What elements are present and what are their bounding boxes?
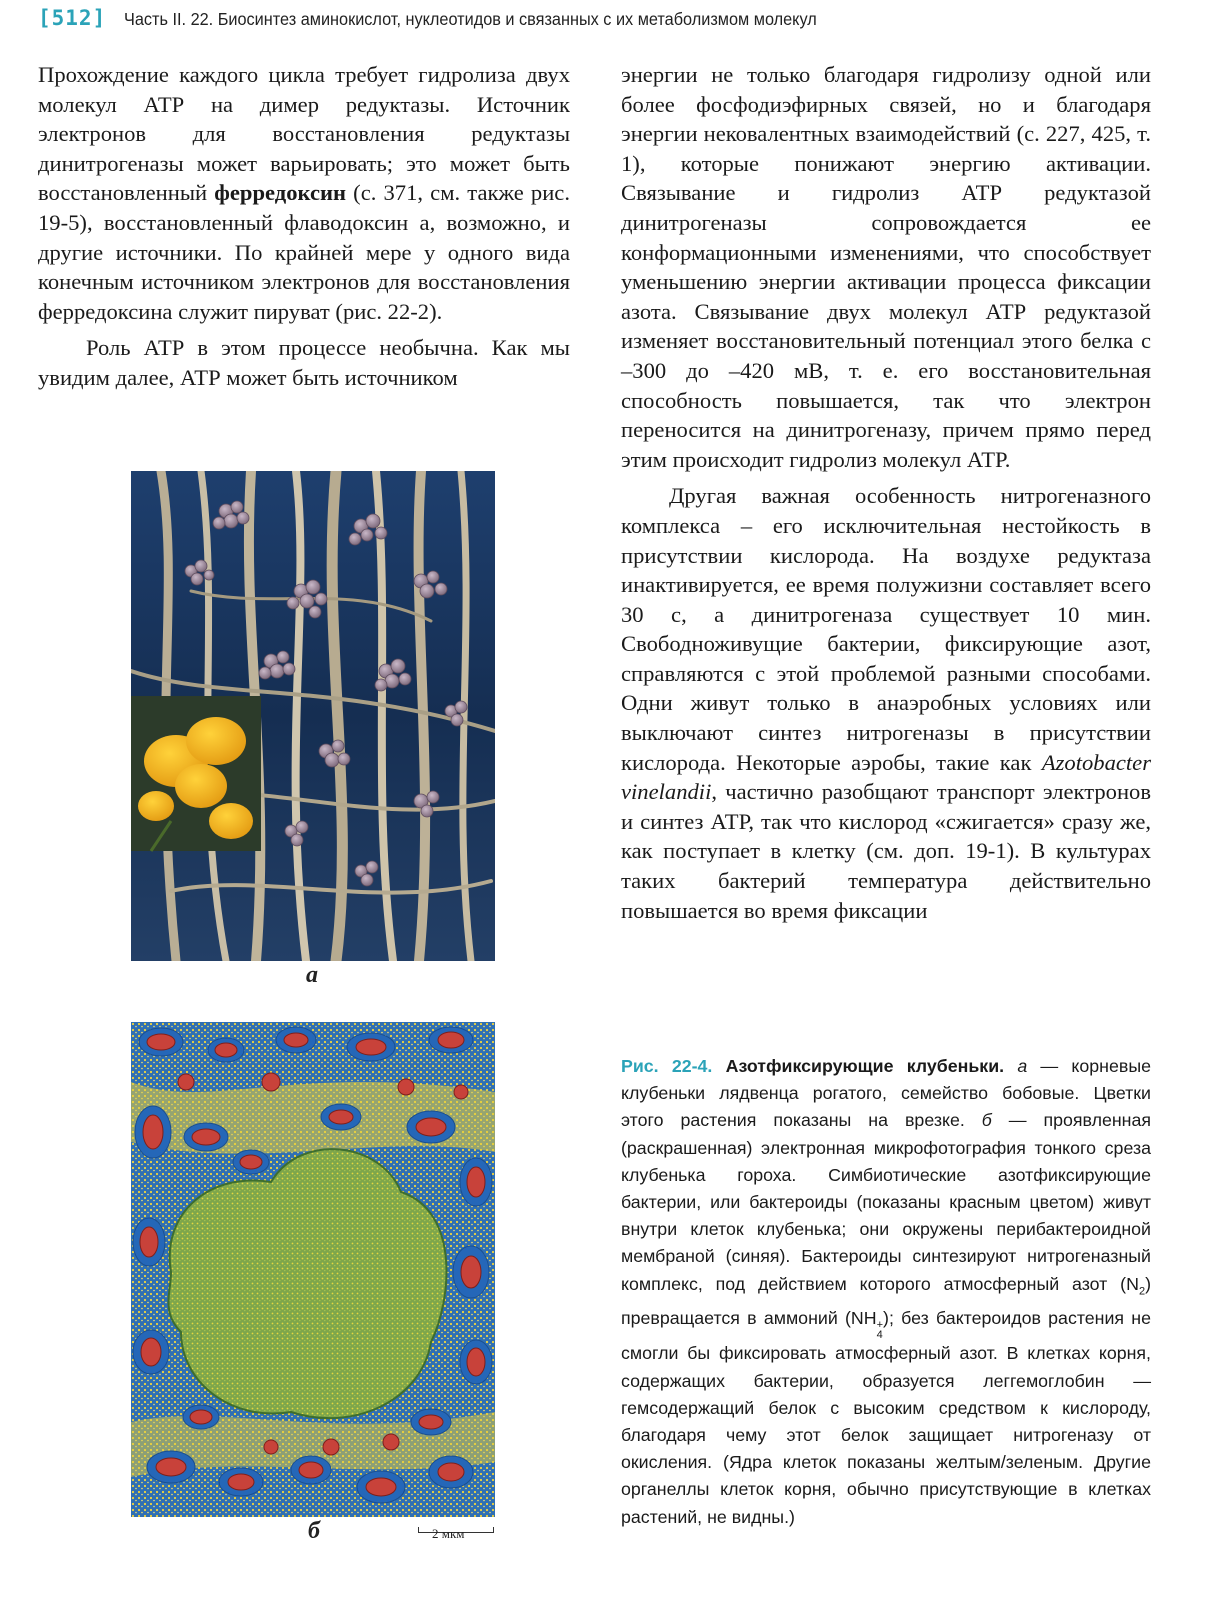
scale-bar [418, 1521, 494, 1543]
root-nodules-illustration [131, 471, 495, 961]
flower-inset [131, 696, 261, 851]
term-ferredoxin: ферредоксин [214, 180, 347, 206]
figure-b-electron-micrograph [131, 1022, 495, 1517]
left-paragraph-1: Прохождение каждого цикла требует гидролиза двух молекул АТР на димер редуктазы. Источник электронов для восстановления редуктазы динитрогеназы может варьировать; это может быть восстановленный ферредоксин (с. 371, см. также рис. 19-5), восстановленный флаводоксин а, возможно, и другие источники. По крайней мере у одного вида конечным источником электронов для восстановления ферредоксина служит пируват (рис. 22-2). [38, 62, 570, 324]
caption-title: Азотфиксирующие клубеньки. [725, 1056, 1005, 1076]
figure-label-a: а [306, 962, 318, 988]
running-head: Часть II. 22. Биосинтез аминокислот, нуклеотидов и связанных с их метаболизмом молекул [124, 9, 817, 29]
page-header [38, 6, 1178, 36]
left-column [38, 60, 570, 393]
right-paragraph-2: Другая важная особенность нитрогеназного комплекса – его исключительная нестойкость в присутствии кислорода. На воздухе редуктаза инактивируется, ее время полужизни составляет всего 30 с, а динитрогеназа существует 10 мин. Свободноживущие бактерии, фиксирующие азот, справляются с этой проблемой разными способами. Одни живут только в анаэробных условиях или выключают синтез нитрогеназы в присутствии кислорода. Некоторые аэробы, такие как Azotobacter vinelandii, частично разобщают транспорт электронов и синтез АТР, так что кислород «сжигается» сразу же, как поступает в клетку (см. доп. 19-1). В культурах таких бактерий температура действительно повышается во время фиксации [621, 483, 1151, 923]
page-number: [512] [38, 6, 107, 30]
figure-caption: Рис. 22-4. Азотфиксирующие клубеньки. а — корневые клубеньки лядвенца рогатого, семейство бобовые. Цветки этого растения показаны на врезке. б — проявленная (раскрашенная) электронная микрофотография тонкого среза клубенька гороха. Симбиотические азотфиксирующие бактерии, или бактероиды (показаны красным цветом) живут внутри клеток клубенька; они окружены перибактероидной мембраной (синяя). Бактероиды синтезируют нитрогеназный комплекс, под действием которого атмосферный азот $(N_2)$ превращается в аммоний (NH + 4 ); без бактероидов растения не смогли бы фиксировать атмосферный азот. В клетках корня, содержащих бактерии, образуется леггемоглобин — гемсодержащий белок с высоким средством к кислороду, благодаря чему этот белок защищает нитрогеназу от окисления. (Ядра клеток показаны желтым/зеленым. Другие органеллы клеток корня, обычно присутствующие в клетках растений, не видны.) [621, 1056, 1152, 1527]
right-column [621, 60, 1151, 925]
figure-label-b: б [308, 1518, 320, 1544]
caption-number: Рис. 22-4. [621, 1056, 713, 1076]
right-paragraph-1: энергии не только благодаря гидролизу одной или более фосфодиэфирных связей, но и благодаря энергии нековалентных взаимодействий (с. 227, 425, т. 1), которые понижают энергию активации. Связывание и гидролиз АТР редуктазой динитрогеназы сопровождается ее конформационными изменениями, что способствует уменьшению энергии активации процесса фиксации азота. Связывание двух молекул АТР редуктазой изменяет восстановительный потенциал этого белка с –300 до –420 мВ, т. е. его восстановительная способность повышается, так что электрон переносится на динитрогеназу, причем прямо перед этим происходит гидролиз молекул АТР. [621, 62, 1151, 472]
micrograph-illustration [131, 1022, 495, 1517]
species-name: Azotobacter vinelandii [621, 749, 1151, 805]
ammonium-formula: NH + 4 [850, 1308, 884, 1342]
scale-bar-label: 2 мкм [432, 1526, 465, 1541]
left-paragraph-2: Роль АТР в этом процессе необычна. Как мы увидим далее, АТР может быть источником [38, 335, 570, 390]
figure-a-root-nodules-photo [131, 471, 495, 961]
